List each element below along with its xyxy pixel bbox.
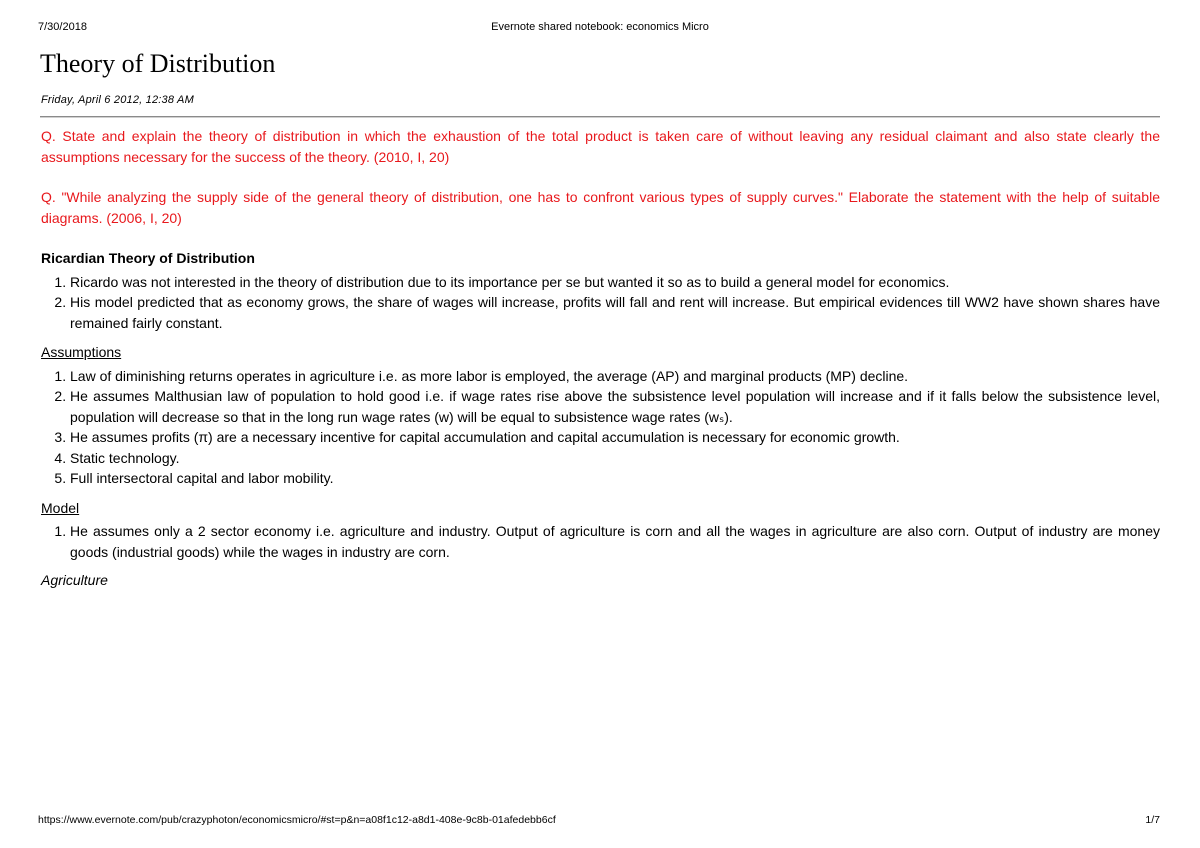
subheading-assumptions: Assumptions (41, 344, 122, 360)
list-item: 1. Ricardo was not interested in the theory of distribution due to its importance per se but wanted it so as to build a general model for economics. (70, 272, 1160, 293)
list-item: 2. His model predicted that as economy grows, the share of wages will increase, profits will fall and rent will increase. But empirical evidences till WW2 have shown shares have remained fairly constant. (70, 292, 1160, 333)
section-heading-ricardian: Ricardian Theory of Distribution (41, 250, 255, 266)
list-item: 1. He assumes only a 2 sector economy i.e. agriculture and industry. Output of agriculture is corn and all the wages in agriculture are also corn. Output of industry are money goods (industrial goods) while the wages in industry are corn. (70, 521, 1160, 562)
list-item: 1. Law of diminishing returns operates in agriculture i.e. as more labor is employed, the average (AP) and marginal products (MP) decline. (70, 366, 1160, 387)
print-date: 7/30/2018 (38, 21, 87, 33)
page-number: 1/7 (1145, 814, 1160, 826)
exam-question: Q. State and explain the theory of distribution in which the exhaustion of the total product is taken care of without leaving any residual claimant and also state clearly the assumptions necessary for the success of the theory. (2010, I, 20) (41, 128, 1160, 165)
exam-question: Q. "While analyzing the supply side of the general theory of distribution, one has to confront various types of supply curves." Elaborate the statement with the help of suitable diagrams. (2006, I, 20) (41, 189, 1160, 226)
print-header (38, 20, 1162, 34)
ricardian-list (41, 272, 1160, 334)
note-title: Theory of Distribution (40, 49, 276, 78)
list-item: 5. Full intersectoral capital and labor mobility. (70, 468, 1160, 489)
source-url: https://www.evernote.com/pub/crazyphoton/economicsmicro/#st=p&n=a08f1c12-a8d1-408e-9c8b-01afedebb6cf (38, 814, 556, 826)
list-item: 3. He assumes profits (π) are a necessary incentive for capital accumulation and capital accumulation is necessary for economic growth. (70, 427, 1160, 448)
list-item: 4. Static technology. (70, 448, 1160, 469)
model-list (41, 521, 1160, 562)
subheading-model: Model (41, 499, 80, 516)
list-item: 2. He assumes Malthusian law of population to hold good i.e. if wage rates rise above the subsistence level population will increase and if it falls below the subsistence level, population will decrease so that in the long run wage rates (w) will be equal to subsistence wage rates (wₛ). (70, 386, 1160, 427)
note-created-date: Friday, April 6 2012, 12:38 AM (41, 94, 194, 106)
assumptions-list (41, 366, 1160, 489)
print-footer (38, 813, 1160, 827)
subheading-agriculture: Agriculture (41, 572, 108, 588)
note-body (41, 126, 1160, 591)
title-divider (40, 116, 1160, 118)
print-page-title: Evernote shared notebook: economics Micro (491, 21, 709, 33)
